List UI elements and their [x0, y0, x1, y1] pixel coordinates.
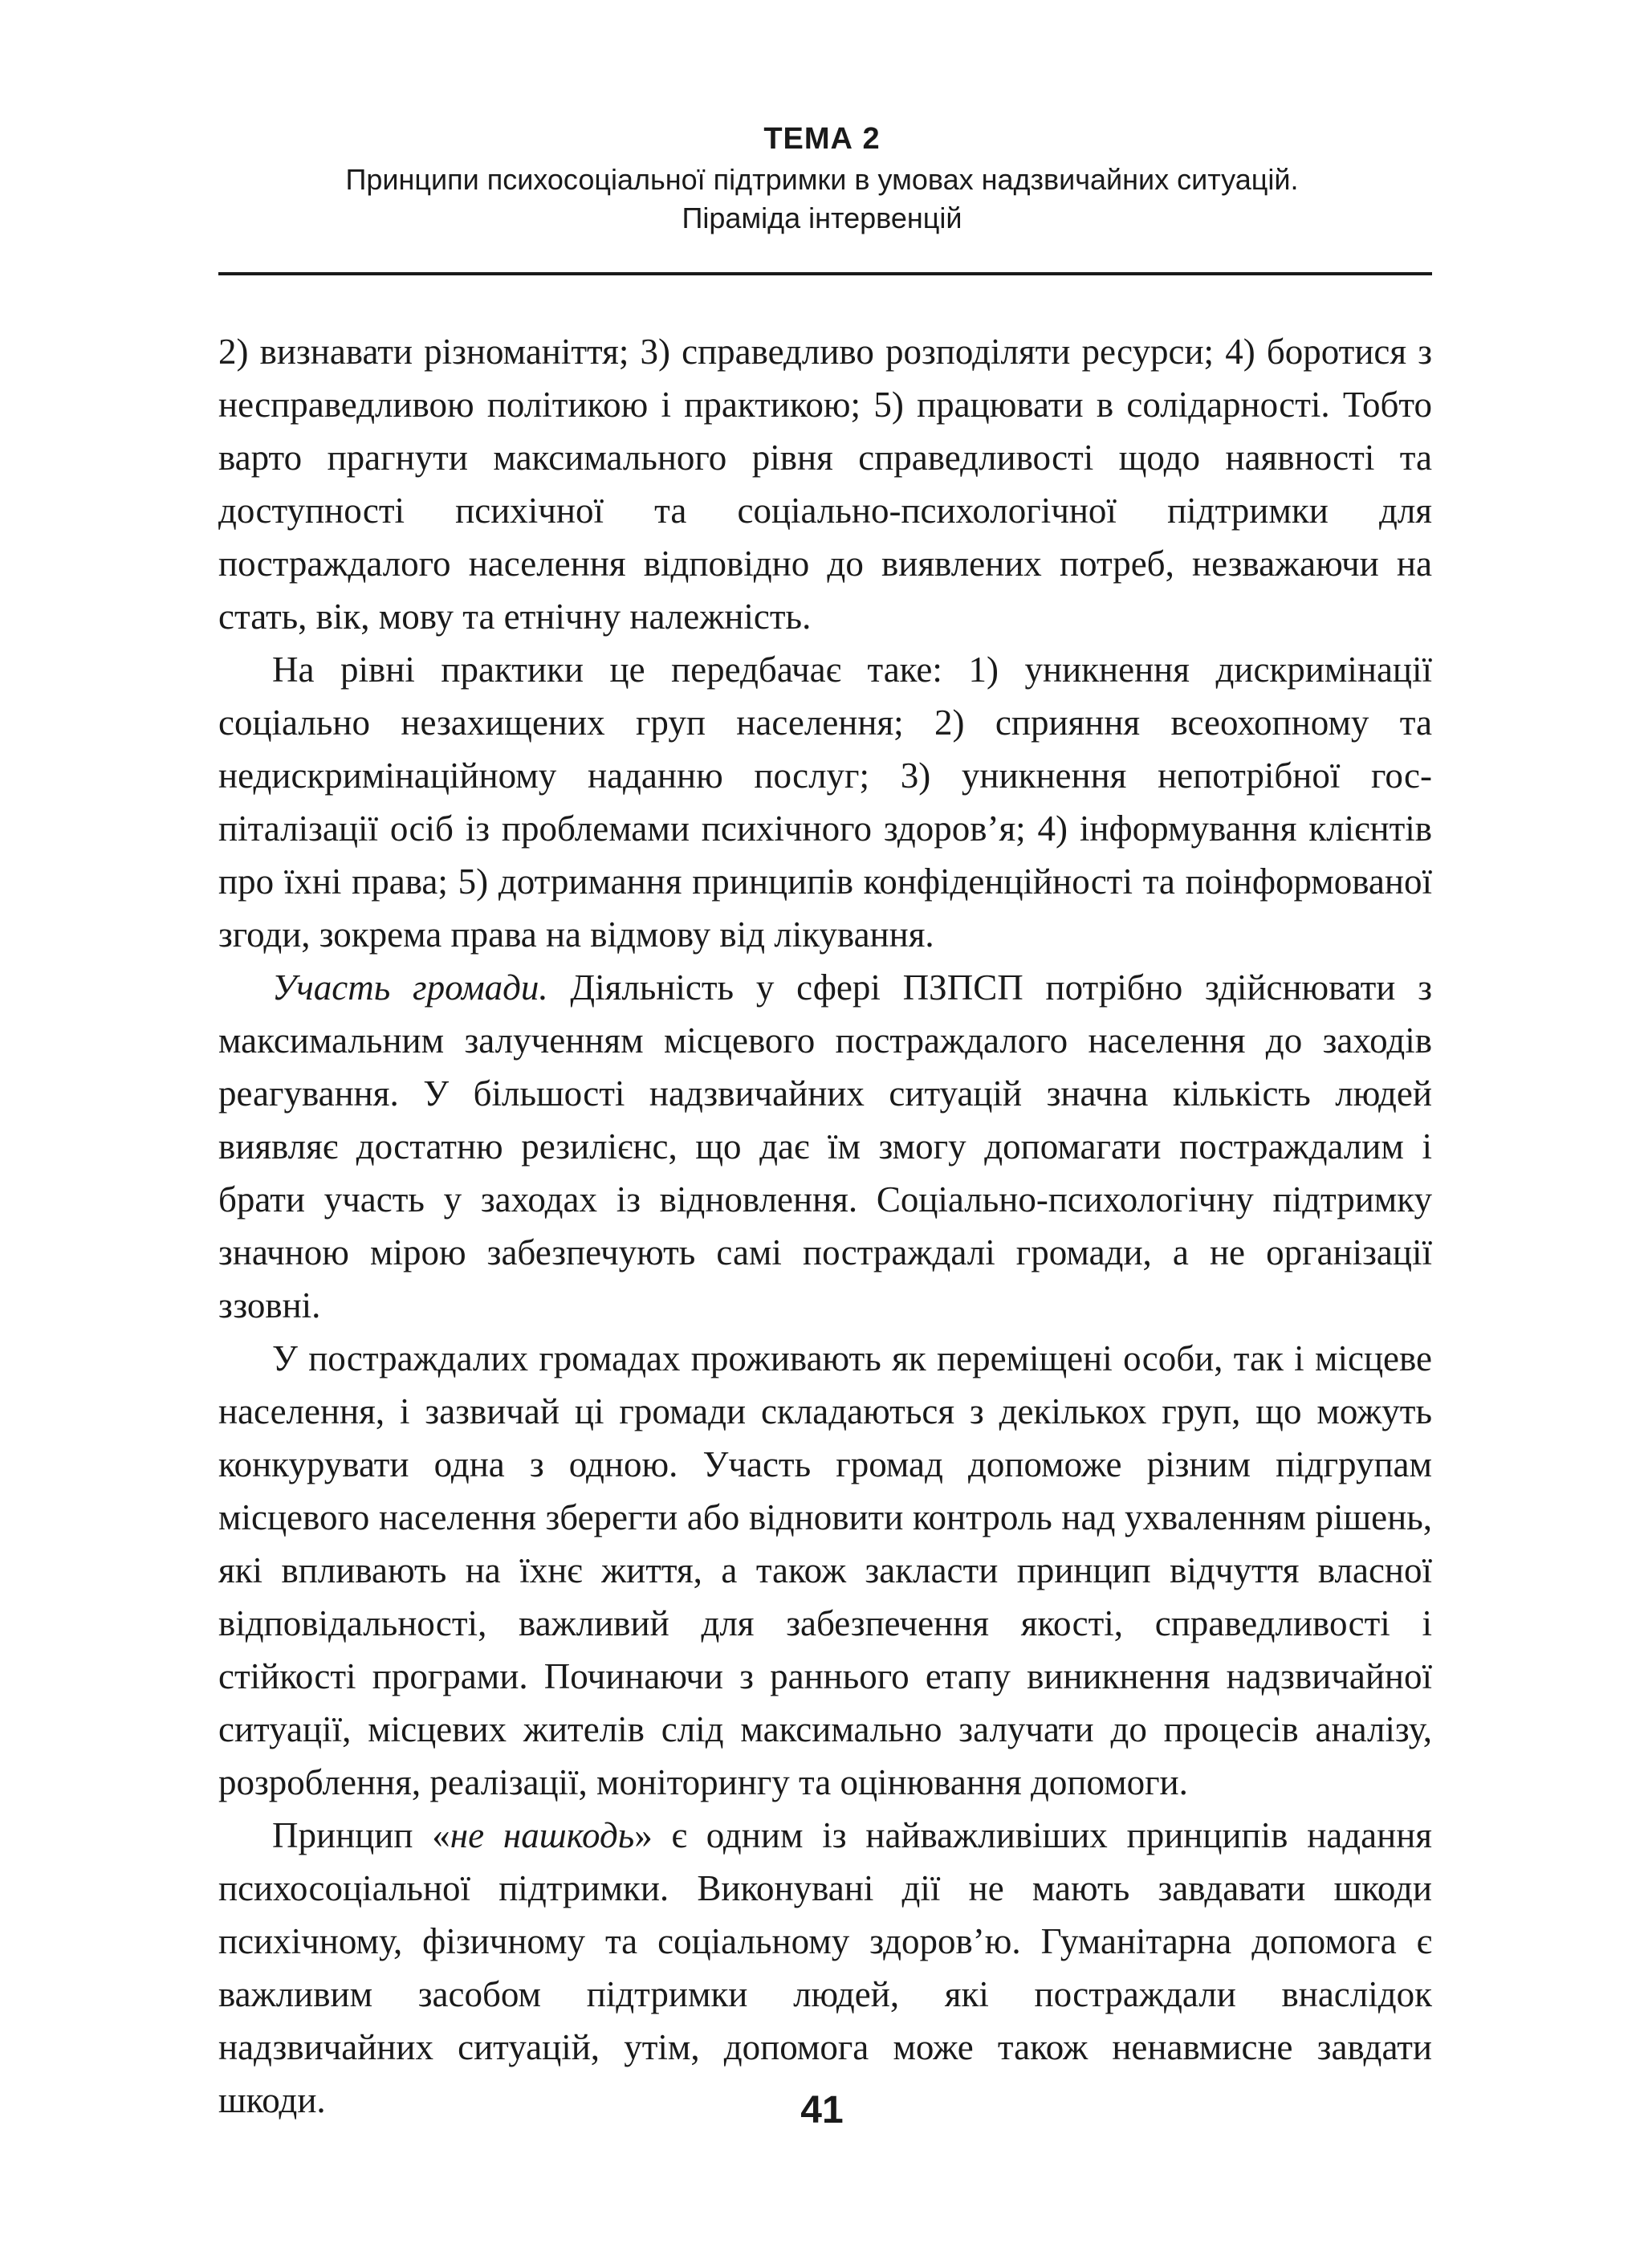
- paragraph-5-emphasis: не нашкодь: [450, 1815, 635, 1855]
- topic-subtitle-line-1: Принципи психосоціальної підтримки в умовах надзвичайних ситуацій.: [345, 163, 1299, 196]
- running-header: [0, 120, 1644, 238]
- paragraph-5-text: » є одним із найважливіших принципів надання психосоціальної підтримки. Виконувані дії не мають завдавати шкоди психічному, фізичному та соціальному здоров’ю. Гуманітарна допомога є важливим засобом підтримки людей, які постраждали внаслідок надзвичайних ситуацій, утім, допомога може також ненавмисне завдати шкоди.: [218, 1815, 1432, 2120]
- topic-subtitle: [0, 161, 1644, 238]
- header-divider: [218, 272, 1432, 275]
- paragraph-5-start: Принцип «: [272, 1815, 450, 1855]
- paragraph-3-text: Діяльність у сфері ПЗПСП потрібно здійснювати з максимальним залученням місцевого постраждалого населення до заходів реагування. У більшості надзвичайних ситуацій значна кількість людей виявляє достатню резилієнс, що дає їм змогу допомагати постраждалим і брати участь у заходах із відновлення. Соціально-психологічну підтримку значною мірою забезпечують самі постраждалі громади, а не організації ззовні.: [218, 967, 1432, 1325]
- paragraph-5: [218, 1809, 1432, 2127]
- page-number: 41: [800, 2089, 844, 2132]
- paragraph-3-lead-in: Участь громади.: [272, 967, 548, 1008]
- paragraph-2: На рівні практики це передбачає таке: 1) уникнення дискримінації соціально незахищених груп населення; 2) сприяння всеохопному та недискримінаційному наданню послуг; 3) уникнення непотрібної госпіталізації осіб із проблемами психічного здоров’я; 4) інформування клієнтів про їхні права; 5) дотримання принципів конфіденційності та поінформованої згоди, зокрема права на відмову від лікування.: [218, 649, 1432, 955]
- topic-label: ТЕМА 2: [763, 122, 881, 156]
- page-body: [218, 325, 1432, 2127]
- paragraph-3: [218, 961, 1432, 1332]
- paragraph-4: У постраждалих громадах проживають як переміщені особи, так і місцеве населення, і зазвичай ці громади складаються з декількох груп, що можуть конкурувати одна з одною. Участь громад допоможе різним підгрупам місцевого населення зберегти або відновити контроль над ухваленням рішень, які впливають на їхнє життя, а також закласти принцип відчуття власної відповідальності, важливий для забезпечення якості, справедливості і стійкості програми. Починаючи з раннього етапу виникнення надзвичайної ситуації, місцевих жителів слід максимально залучати до процесів аналізу, розроблення, реалізації, моніторингу та оцінювання допомоги.: [218, 1338, 1432, 1802]
- topic-subtitle-line-2: Піраміда інтервенцій: [682, 202, 962, 234]
- paragraph-1: 2) визнавати різноманіття; 3) справедливо розподіляти ресурси; 4) боротися з несправедливою політикою і практикою; 5) працювати в солідарності. Тобто варто прагнути максимального рівня справедливості щодо наявності та доступності психічної та соціально-психологічної підтримки для постраждалого населення відповідно до виявлених потреб, незважаючи на стать, вік, мову та етнічну належність.: [218, 332, 1432, 637]
